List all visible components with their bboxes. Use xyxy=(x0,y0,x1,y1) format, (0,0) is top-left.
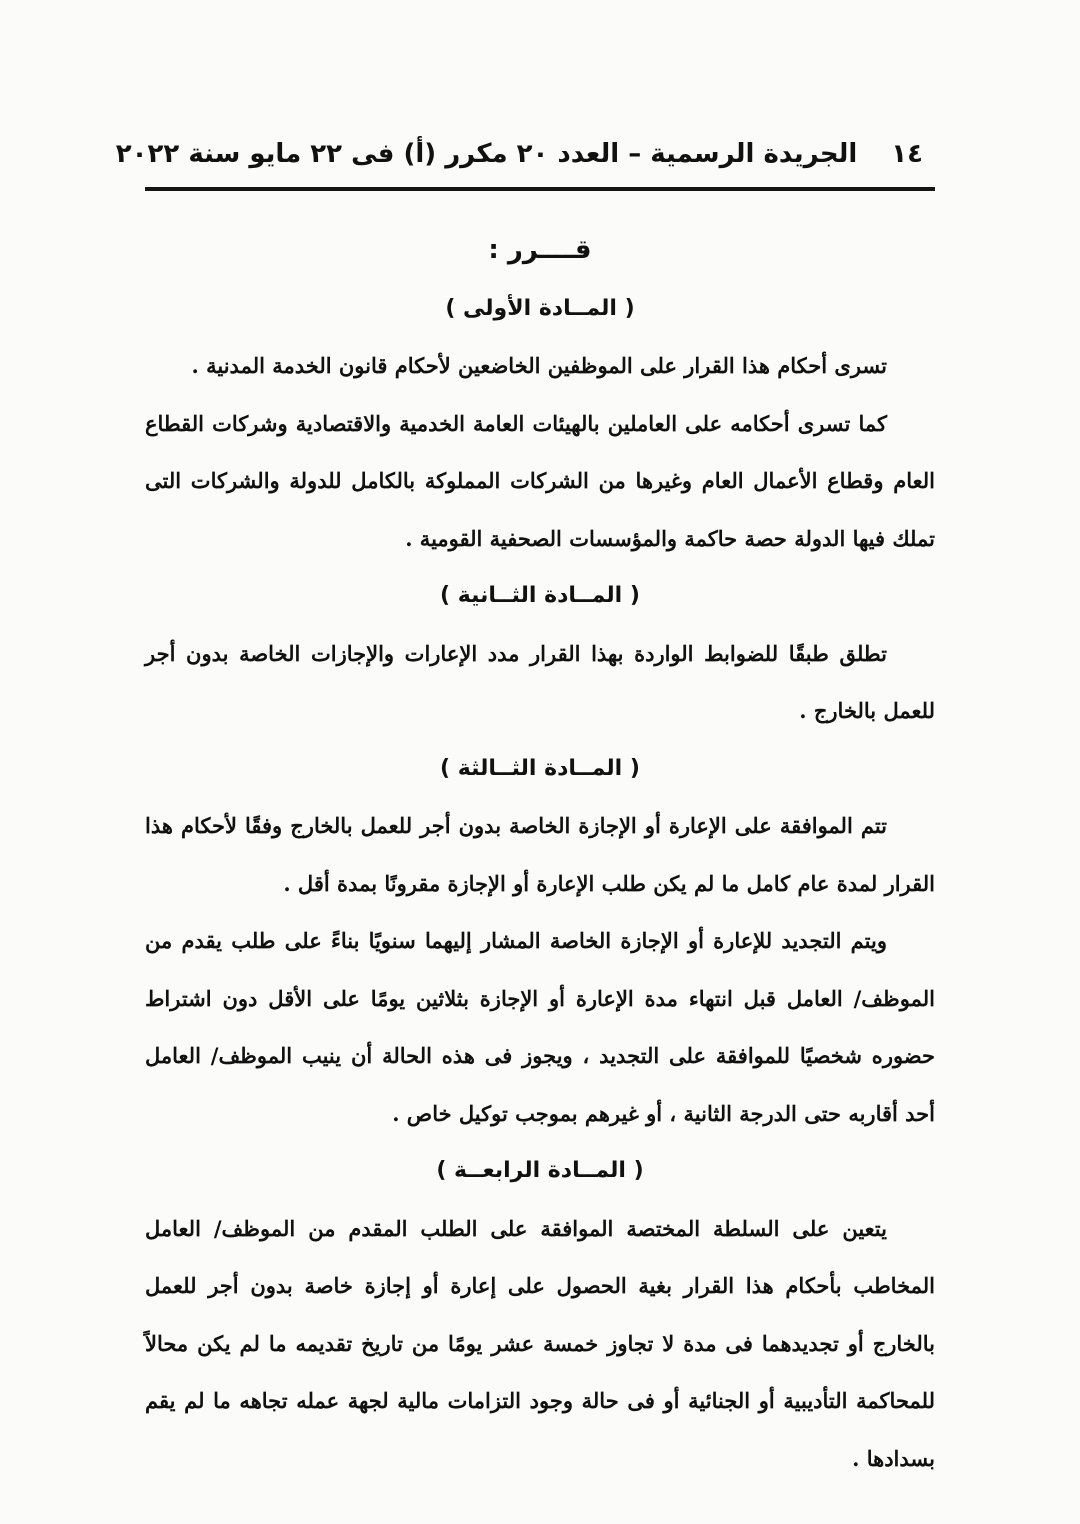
header-divider xyxy=(145,187,935,191)
article-3-heading: ( المــادة الثــالثة ) xyxy=(440,755,640,781)
article-4-heading: ( المــادة الرابعــة ) xyxy=(436,1158,644,1183)
article-1-paragraph-1: تسرى أحكام هذا القرار على الموظفين الخاضعين لأحكام قانون الخدمة المدنية . xyxy=(191,353,887,378)
page-number: ١٤ xyxy=(891,139,923,169)
article-1-paragraph-2: كما تسرى أحكامه على العاملين بالهيئات العامة الخدمية والاقتصادية وشركات القطاع العام وقطاع الأعمال العام وغيرها من الشركات المملوكة بالكامل للدولة والشركات التى تملك فيها الدولة حصة حاكمة والمؤسسات الصحفية القومية . xyxy=(145,410,935,551)
gazette-title: الجريدة الرسمية – العدد ٢٠ مكرر (أ) فى ٢٢ مايو سنة ٢٠٢٢ xyxy=(115,139,858,169)
article-3-paragraph-1: تتم الموافقة على الإعارة أو الإجازة الخاصة بدون أجر للعمل بالخارج وفقًا لأحكام هذا القرار لمدة عام كامل ما لم يكن طلب الإعارة أو الإجازة مقرونًا بمدة أقل . xyxy=(145,813,935,896)
article-2-heading: ( المــادة الثــانية ) xyxy=(440,583,640,608)
document-body xyxy=(145,222,935,1487)
article-4-paragraph-1: يتعين على السلطة المختصة الموافقة على الطلب المقدم من الموظف/ العامل المخاطب بأحكام هذا القرار بغية الحصول على إعارة أو إجازة خاصة بدون أجر للعمل بالخارج أو تجديدهما فى مدة لا تجاوز خمسة عشر يومًا من تاريخ تقديمه ما لم يكن محالاً للمحاكمة التأديبية أو الجنائية أو فى حالة وجود التزامات مالية لجهة عمله تجاهه ما لم يقم بسدادها . xyxy=(145,1215,935,1471)
article-2-paragraph-1: تطلق طبقًا للضوابط الواردة بهذا القرار مدد الإعارات والإجازات الخاصة بدون أجر للعمل بالخارج . xyxy=(145,640,935,723)
decree-heading: قــــرر : xyxy=(488,235,592,265)
article-1-heading: ( المــادة الأولى ) xyxy=(445,295,635,321)
page-header xyxy=(115,132,935,176)
article-3-paragraph-2: ويتم التجديد للإعارة أو الإجازة الخاصة المشار إليهما سنويًا بناءً على طلب يقدم من الموظف/ العامل قبل انتهاء مدة الإعارة أو الإجازة بثلاثين يومًا على الأقل دون اشتراط حضوره شخصيًا للموافقة على التجديد ، ويجوز فى هذه الحالة أن ينيب الموظف/ العامل أحد أقاربه حتى الدرجة الثانية ، أو غيرهم بموجب توكيل خاص . xyxy=(145,928,935,1126)
